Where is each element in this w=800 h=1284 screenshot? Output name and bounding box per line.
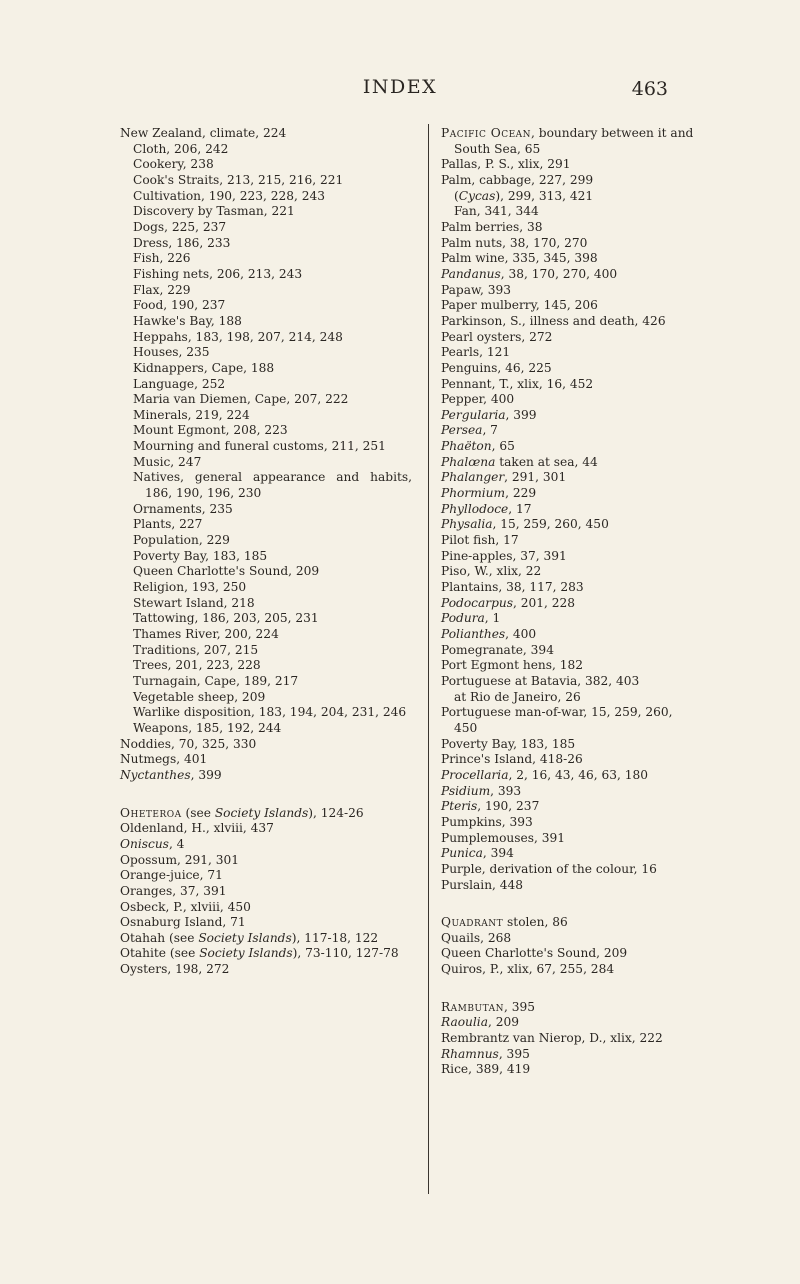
index-entry (441, 126, 695, 157)
entry-italic: Oniscus (120, 836, 169, 851)
index-subentry: Kidnappers, Cape, 188 (133, 360, 275, 375)
index-entry (441, 502, 695, 518)
index-entry (441, 455, 695, 471)
index-entry: Parkinson, S., illness and death, 426 (441, 313, 666, 328)
index-entry: Pomegranate, 394 (441, 642, 554, 657)
index-subentry: Cultivation, 190, 223, 228, 243 (133, 188, 326, 203)
entry-italic: Pteris (441, 799, 478, 814)
index-entry: Papaw, 393 (441, 282, 511, 297)
index-subentry: Cook's Straits, 213, 215, 216, 221 (133, 172, 344, 187)
index-subentry: Natives, general appearance and habits, 186, 190, 196, 230 (133, 470, 412, 501)
entry-text: Otahite (see (120, 946, 200, 961)
index-entry (120, 768, 412, 784)
entry-italic: Society Islands (214, 805, 309, 820)
index-subentry: Hawke's Bay, 188 (133, 313, 242, 328)
index-entry: Purple, derivation of the colour, 16 (441, 861, 657, 876)
index-subentry: Tattowing, 186, 203, 205, 231 (133, 611, 319, 626)
index-entry (441, 596, 695, 612)
index-entry: Pennant, T., xlix, 16, 452 (441, 376, 594, 391)
index-subentry: Poverty Bay, 183, 185 (133, 548, 268, 563)
index-entry: Pearls, 121 (441, 345, 511, 360)
section-gap (120, 784, 412, 806)
entry-italic: Society Islands (198, 930, 292, 945)
entry-text: , 399 (505, 407, 537, 422)
index-subentry: Fish, 226 (133, 251, 191, 266)
index-entry (441, 470, 695, 486)
entry-text: , 15, 259, 260, 450 (492, 517, 609, 532)
index-entry (441, 267, 695, 283)
index-entry: Queen Charlotte's Sound, 209 (441, 946, 628, 961)
column-divider (428, 124, 429, 1194)
index-subentry: Fishing nets, 206, 213, 243 (133, 266, 303, 281)
entry-text: , 38, 170, 270, 400 (500, 266, 618, 281)
index-subentry: Music, 247 (133, 454, 202, 469)
section-gap (441, 893, 695, 915)
entry-italic: Phalœna (441, 454, 496, 469)
entry-text: , 399 (190, 767, 222, 782)
entry-italic: Podocarpus (441, 595, 514, 610)
entry-italic: Podura (441, 611, 485, 626)
entry-italic: Cycas (458, 188, 496, 203)
index-entry (120, 931, 412, 947)
entry-italic: Psidium (441, 783, 491, 798)
index-entry: Prince's Island, 418-26 (441, 752, 583, 767)
index-entry: Pine-apples, 37, 391 (441, 548, 567, 563)
page-header (0, 76, 800, 106)
entry-text: , 291, 301 (504, 470, 567, 485)
entry-text: (see (181, 805, 215, 820)
index-entry: Rembrantz van Nierop, D., xlix, 222 (441, 1031, 663, 1046)
index-subentry: Dogs, 225, 237 (133, 219, 227, 234)
index-entry (441, 799, 695, 815)
index-subentry: Mourning and funeral customs, 211, 251 (133, 439, 386, 454)
entry-text: , 7 (482, 423, 498, 438)
index-entry: Orange-juice, 71 (120, 868, 223, 883)
index-subentry: Population, 229 (133, 533, 230, 548)
index-entry: Paper mulberry, 145, 206 (441, 298, 598, 313)
entry-text: ), 124-26 (308, 805, 364, 820)
entry-text: , 17 (508, 501, 532, 516)
index-entry (120, 806, 412, 822)
entry-text: , 395 (503, 999, 535, 1014)
index-subentry: Vegetable sheep, 209 (133, 689, 266, 704)
index-subentry: Cookery, 238 (133, 157, 214, 172)
index-subentry: Queen Charlotte's Sound, 209 (133, 564, 320, 579)
entry-italic: Polianthes (441, 627, 506, 641)
entry-heading: Oheteroa (120, 805, 182, 820)
index-entry (441, 486, 695, 502)
entry-italic: Nyctanthes (120, 767, 191, 782)
entry-text: Otahah (see (120, 930, 199, 945)
entry-text: taken at sea, 44 (495, 454, 598, 469)
entry-text: , 394 (482, 846, 514, 861)
index-entry (441, 846, 695, 862)
index-entry: Oldenland, H., xlviii, 437 (120, 821, 274, 836)
index-entry (441, 439, 695, 455)
index-entry: Portuguese at Batavia, 382, 403 (441, 673, 640, 688)
entry-italic: Raoulia (441, 1015, 488, 1030)
entry-text: , 201, 228 (513, 595, 576, 610)
index-entry (441, 784, 695, 800)
index-subentry: Dress, 186, 233 (133, 235, 231, 250)
index-entry: Plantains, 38, 117, 283 (441, 580, 584, 595)
index-column-left (120, 126, 412, 978)
index-subentry: Weapons, 185, 192, 244 (133, 720, 282, 735)
index-subentry: Plants, 227 (133, 517, 203, 532)
entry-text: , 400 (505, 627, 537, 641)
entry-italic: Pergularia (441, 407, 506, 422)
entry-text: stolen, 86 (503, 915, 568, 930)
index-subentry: Turnagain, Cape, 189, 217 (133, 673, 299, 688)
index-subentry: Flax, 229 (133, 282, 191, 297)
index-entry (441, 408, 695, 424)
index-entry: Osnaburg Island, 71 (120, 915, 246, 930)
index-entry: Quails, 268 (441, 930, 512, 945)
entry-italic: Phormium (441, 486, 506, 501)
index-entry (441, 915, 695, 931)
index-entry: Palm berries, 38 (441, 219, 543, 234)
index-entry (120, 946, 412, 962)
entry-italic: Phyllodoce (441, 501, 509, 516)
index-subentry: Language, 252 (133, 376, 226, 391)
entry-text: , 395 (498, 1046, 530, 1061)
index-subentry (441, 189, 695, 205)
page-title: INDEX (362, 76, 438, 98)
index-subentry: Mount Egmont, 208, 223 (133, 423, 288, 438)
index-subentry: Ornaments, 235 (133, 501, 233, 516)
index-entry: Port Egmont hens, 182 (441, 658, 584, 673)
entry-italic: Physalia (441, 517, 493, 532)
index-entry (441, 768, 695, 784)
entry-text: , 393 (490, 783, 522, 798)
index-subentry: Food, 190, 237 (133, 298, 226, 313)
index-entry (441, 1000, 695, 1016)
index-subentry: Religion, 193, 250 (133, 580, 247, 595)
entry-heading: Quadrant (441, 915, 504, 930)
index-subentry: Cloth, 206, 242 (133, 141, 229, 156)
index-subentry: Minerals, 219, 224 (133, 407, 250, 422)
entry-text: , 1 (484, 611, 501, 626)
entry-heading: Rambutan (441, 999, 504, 1014)
index-subentry: Trees, 201, 223, 228 (133, 658, 261, 673)
index-entry: Quiros, P., xlix, 67, 255, 284 (441, 962, 615, 977)
index-subentry: Warlike disposition, 183, 194, 204, 231, 246 (133, 705, 407, 720)
index-entry: Noddies, 70, 325, 330 (120, 736, 257, 751)
index-entry: Pepper, 400 (441, 392, 515, 407)
entry-text: ), 299, 313, 421 (495, 188, 594, 203)
entry-text: , 190, 237 (477, 799, 540, 814)
index-entry: Pearl oysters, 272 (441, 329, 553, 344)
entry-italic: Persea (441, 423, 483, 438)
entry-text: , 4 (168, 836, 185, 851)
index-entry (441, 1015, 695, 1031)
index-entry: Pallas, P. S., xlix, 291 (441, 157, 571, 172)
entry-italic: Phaëton (441, 439, 492, 454)
index-entry: Oysters, 198, 272 (120, 962, 230, 977)
entry-text: , boundary between it and South Sea, 65 (454, 126, 694, 156)
entry-italic: Phalanger (441, 470, 505, 485)
index-entry: Opossum, 291, 301 (120, 852, 240, 867)
index-entry (120, 837, 412, 853)
index-subentry: Traditions, 207, 215 (133, 642, 259, 657)
index-subentry: Heppahs, 183, 198, 207, 214, 248 (133, 329, 343, 344)
index-entry: Purslain, 448 (441, 877, 524, 892)
index-subentry: Stewart Island, 218 (133, 595, 255, 610)
entry-text: ), 73-110, 127-78 (292, 946, 399, 961)
index-subentry: Houses, 235 (133, 345, 210, 360)
index-entry: Palm nuts, 38, 170, 270 (441, 235, 588, 250)
index-entry: Portuguese man-of-war, 15, 259, 260, 450 (441, 705, 673, 735)
index-entry: Pumpkins, 393 (441, 814, 533, 829)
index-entry (441, 423, 695, 439)
index-entry (441, 627, 695, 643)
index-entry: Oranges, 37, 391 (120, 883, 227, 898)
index-subentry: Thames River, 200, 224 (133, 627, 279, 641)
index-entry: Pilot fish, 17 (441, 533, 519, 548)
entry-italic: Procellaria (441, 767, 509, 782)
entry-text: , 229 (505, 486, 537, 501)
entry-text: , 209 (487, 1015, 519, 1030)
entry-italic: Rhamnus (441, 1046, 499, 1061)
index-entry (441, 1047, 695, 1063)
entry-text: , 65 (491, 439, 515, 454)
index-entry (441, 611, 695, 627)
index-entry: Piso, W., xlix, 22 (441, 564, 542, 579)
entry-text: ), 117-18, 122 (291, 930, 379, 945)
index-entry: Nutmegs, 401 (120, 752, 208, 767)
page-number: 463 (631, 78, 668, 100)
entry-text: , 2, 16, 43, 46, 63, 180 (508, 767, 649, 782)
index-entry: Pumplemouses, 391 (441, 830, 565, 845)
entry-heading: Pacific Ocean (441, 126, 532, 140)
index-subentry: Fan, 341, 344 (454, 204, 539, 219)
index-entry: Rice, 389, 419 (441, 1062, 531, 1077)
index-subentry: Discovery by Tasman, 221 (133, 204, 295, 219)
index-entry: Penguins, 46, 225 (441, 360, 552, 375)
index-subentry: Maria van Diemen, Cape, 207, 222 (133, 392, 349, 407)
index-column-right (441, 126, 695, 1078)
index-entry: Palm wine, 335, 345, 398 (441, 251, 598, 266)
entry-italic: Society Islands (199, 946, 293, 961)
index-entry: New Zealand, climate, 224 (120, 126, 287, 140)
index-entry (441, 517, 695, 533)
index-subentry: at Rio de Janeiro, 26 (454, 689, 581, 704)
index-entry: Poverty Bay, 183, 185 (441, 736, 576, 751)
index-entry: Palm, cabbage, 227, 299 (441, 172, 594, 187)
entry-italic: Punica (441, 846, 483, 861)
entry-text: ( (454, 188, 459, 203)
section-gap (441, 978, 695, 1000)
entry-italic: Pandanus (441, 266, 501, 281)
index-entry: Osbeck, P., xlviii, 450 (120, 899, 251, 914)
